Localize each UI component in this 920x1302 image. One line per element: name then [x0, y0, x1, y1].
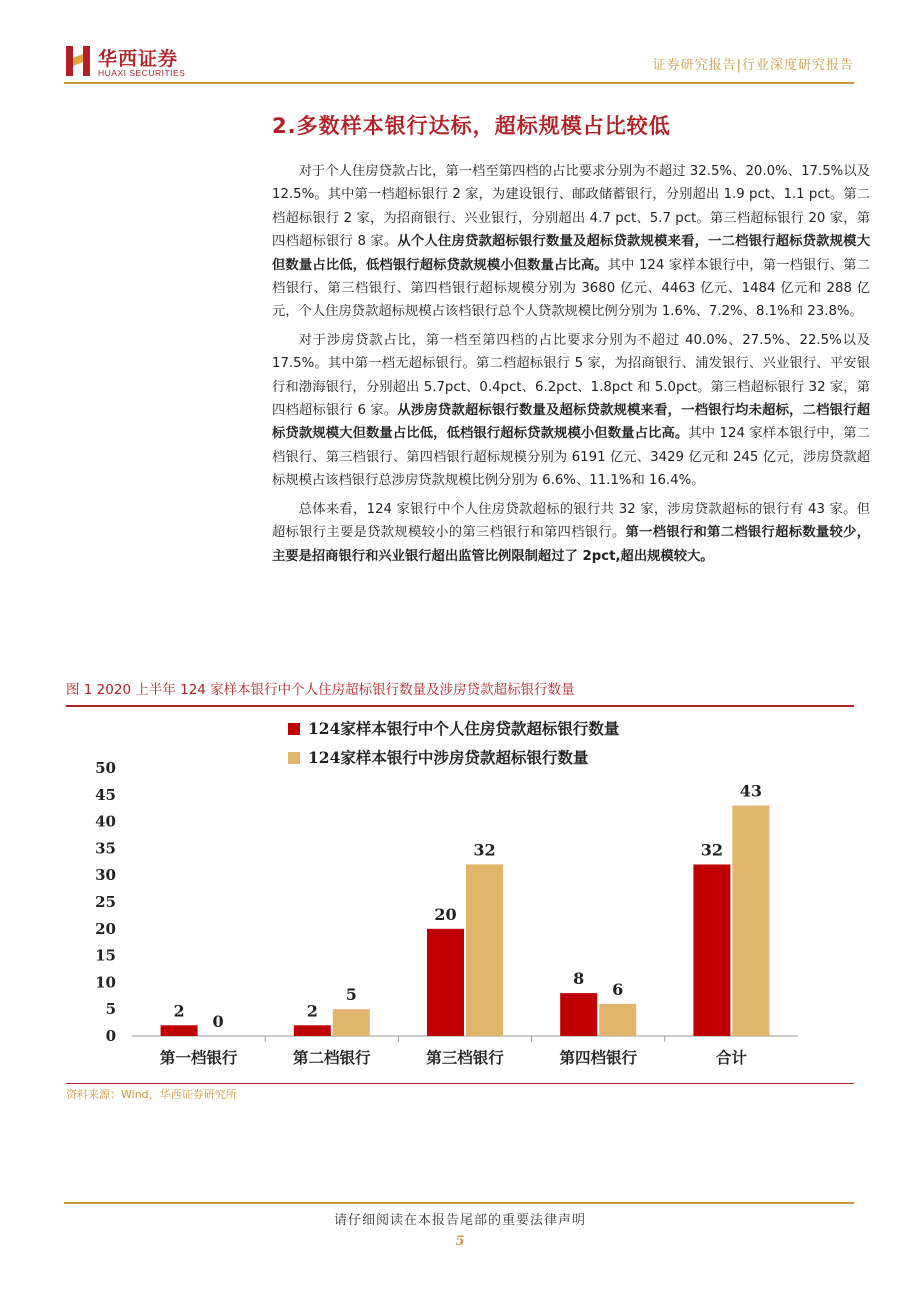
text-span: 对于个人住房贷款占比，第一档至第四档的占比要求分别为不超过 32.5%、20.0%、17.5%以及 12.5%。其中第一档超标银行 2 家，为建设银行、邮政储蓄银行，分别超出 1.9 pct、1.1 pct。第二档超标银行 2 家，为招商银行、兴业银行，分别超出 4.7 pct、5.7 pct。第三档超标银行 20 家，第四档超标银行 8 家。 — [272, 164, 870, 250]
x-tick-label: 合计 — [715, 1048, 747, 1067]
data-label: 6 — [612, 979, 624, 999]
y-tick-label: 45 — [95, 785, 116, 804]
bold-span: 从个人住房贷款超标银行数量及超标贷款规模来看，一二档银行超标贷款规模大但数量占比低，低档银行超标贷款规模小但数量占比高。 — [272, 234, 870, 273]
data-label: 2 — [306, 1001, 318, 1021]
data-label: 8 — [573, 969, 585, 989]
body-text — [272, 160, 870, 573]
logo-text-en: HUAXI SECURITIES — [98, 68, 186, 78]
y-tick-label: 40 — [95, 812, 116, 831]
text-span: 其中 124 家样本银行中，第一档银行、第二档银行、第三档银行、第四档银行超标规模分别为 3680 亿元、4463 亿元、1484 亿元和 288 亿元，个人住房贷款超标规模占该档银行总个人贷款规模比例分别为 1.6%、7.2%、8.1%和 23.8%。 — [272, 257, 870, 320]
bar — [333, 1009, 370, 1036]
text-span: 对于涉房贷款占比，第一档至第四档的占比要求分别为不超过 40.0%、27.5%、22.5%以及 17.5%。其中第一档无超标银行。第二档超标银行 5 家，为招商银行、浦发银行、兴业银行、平安银行和渤海银行，分别超出 5.7pct、0.4pct、6.2pct、1.8pct 和 5.0pct。第三档超标银行 32 家，第四档超标银行 6 家。 — [272, 332, 870, 419]
bar — [466, 864, 503, 1036]
bold-span: 第一档银行和第二档银行超标数量较少，主要是招商银行和兴业银行超出监管比例限制超过了 2pct,超出规模较大。 — [272, 525, 871, 564]
bar — [693, 864, 730, 1036]
report-type: 证券研究报告|行业深度研究报告 — [652, 58, 854, 73]
text-span: 总体来看，124 家银行中个人住房贷款超标的银行共 32 家，涉房贷款超标的银行有 43 家。但超标银行主要是贷款规模较小的第三档银行和第四档银行。 — [272, 501, 870, 541]
bar — [427, 929, 464, 1036]
paragraph — [272, 329, 870, 493]
logo-text-cn: 华西证券 — [98, 48, 179, 70]
y-tick-label: 50 — [95, 759, 116, 777]
watermark: www.baogao8.com — [215, 595, 668, 651]
bar — [294, 1025, 331, 1036]
figure-source: 资料来源：Wind，华西证券研究所 — [66, 1088, 237, 1101]
y-tick-label: 15 — [95, 946, 116, 965]
paragraph — [272, 498, 870, 568]
bar — [599, 1004, 636, 1036]
legend-label: 124家样本银行中个人住房贷款超标银行数量 — [308, 719, 620, 738]
bar — [161, 1025, 198, 1036]
data-label: 43 — [739, 781, 763, 801]
bar — [732, 806, 769, 1036]
data-label: 5 — [345, 985, 357, 1005]
bar-chart — [66, 708, 856, 1083]
y-tick-label: 5 — [105, 1000, 116, 1019]
huaxi-logo-icon — [64, 44, 92, 78]
bold-span: 从涉房贷款超标银行数量及超标贷款规模来看，一档银行均未超标，二档银行超标贷款规模大但数量占比低，低档银行超标贷款规模小但数量占比高。 — [272, 403, 870, 442]
figure-title: 图 1 2020 上半年 124 家样本银行中个人住房超标银行数量及涉房贷款超标银行数量 — [66, 682, 575, 698]
data-label: 2 — [173, 1001, 185, 1021]
footer-divider — [64, 1202, 854, 1204]
data-label: 20 — [434, 904, 457, 924]
page-number: 5 — [455, 1234, 465, 1249]
section-title: 2.多数样本银行达标，超标规模占比较低 — [272, 114, 671, 138]
company-logo — [64, 42, 204, 82]
text-span: 其中 124 家样本银行中，第二档银行、第三档银行、第四档银行超标规模分别为 6191 亿元、3429 亿元和 245 亿元，涉房贷款超标规模占该档银行总涉房贷款规模比例分别为 6.6%、11.1%和 16.4%。 — [272, 426, 870, 489]
data-label: 32 — [700, 840, 724, 860]
bar — [560, 993, 597, 1036]
y-tick-label: 10 — [95, 973, 116, 992]
y-tick-label: 20 — [95, 919, 116, 938]
header-divider — [64, 82, 854, 84]
y-tick-label: 35 — [95, 839, 116, 858]
paragraph — [272, 160, 870, 324]
legend-swatch — [288, 723, 300, 735]
x-tick-label: 第一档银行 — [159, 1048, 238, 1067]
figure-bottom-rule — [66, 1083, 854, 1084]
legend-swatch — [288, 752, 300, 764]
y-tick-label: 0 — [105, 1027, 116, 1045]
x-tick-label: 第四档银行 — [559, 1048, 637, 1067]
data-label: 0 — [212, 1012, 224, 1031]
legend-label: 124家样本银行中涉房贷款超标银行数量 — [308, 748, 589, 767]
figure-top-rule — [66, 705, 854, 707]
data-label: 32 — [473, 840, 496, 860]
y-tick-label: 30 — [95, 866, 116, 885]
x-tick-label: 第二档银行 — [293, 1048, 371, 1067]
legal-notice: 请仔细阅读在本报告尾部的重要法律声明 — [333, 1213, 586, 1228]
x-tick-label: 第三档银行 — [426, 1048, 504, 1067]
y-tick-label: 25 — [95, 893, 116, 911]
